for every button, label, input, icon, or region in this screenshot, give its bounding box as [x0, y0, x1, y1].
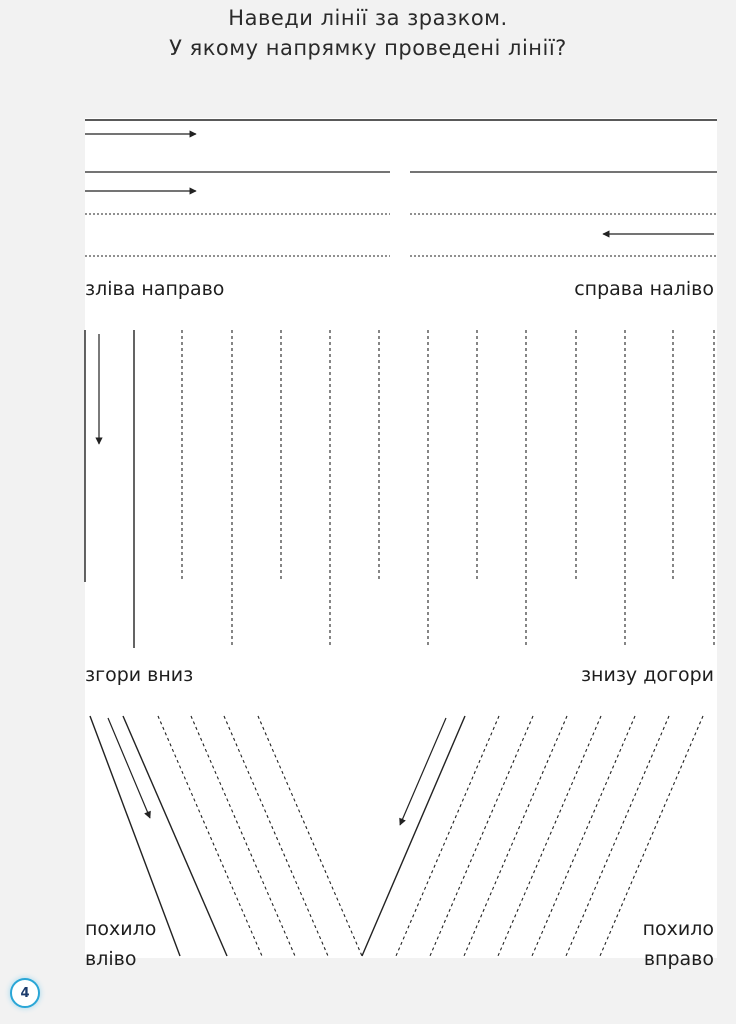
- sample-arrow-diagonal-right: [400, 718, 446, 825]
- worksheet-instruction: Наведи лінії за зразком.: [228, 6, 508, 30]
- horizontal-lines-section: [85, 120, 717, 256]
- dotted-diagonal-left: [258, 716, 362, 956]
- label-right-to-left: справа наліво: [574, 278, 714, 300]
- page-number-badge: 4: [10, 978, 40, 1008]
- label-top-down: згори вниз: [85, 664, 194, 686]
- worksheet-question: У якому напрямку проведені лінії?: [169, 36, 567, 60]
- label-slant-right-line2: вправо: [643, 948, 714, 970]
- dotted-diagonal-right: [396, 716, 499, 956]
- label-bottom-up: знизу догори: [580, 664, 714, 686]
- dotted-diagonal-right: [464, 716, 567, 956]
- sample-arrow-diagonal-left: [108, 718, 150, 818]
- label-left-to-right: зліва направо: [85, 278, 225, 300]
- dotted-diagonal-left: [158, 716, 262, 956]
- label-slant-left-line2: вліво: [85, 948, 137, 970]
- diagonal-lines-section: [90, 716, 703, 956]
- solid-diagonal-right-1: [362, 716, 465, 956]
- label-slant-right-line1: похило: [642, 918, 714, 940]
- dotted-diagonal-left: [224, 716, 328, 956]
- label-slant-left-line1: похило: [85, 918, 157, 940]
- dotted-diagonal-right: [498, 716, 601, 956]
- dotted-diagonal-left: [191, 716, 295, 956]
- vertical-lines-section: [85, 330, 714, 648]
- dotted-diagonal-right: [532, 716, 635, 956]
- dotted-diagonal-right: [430, 716, 533, 956]
